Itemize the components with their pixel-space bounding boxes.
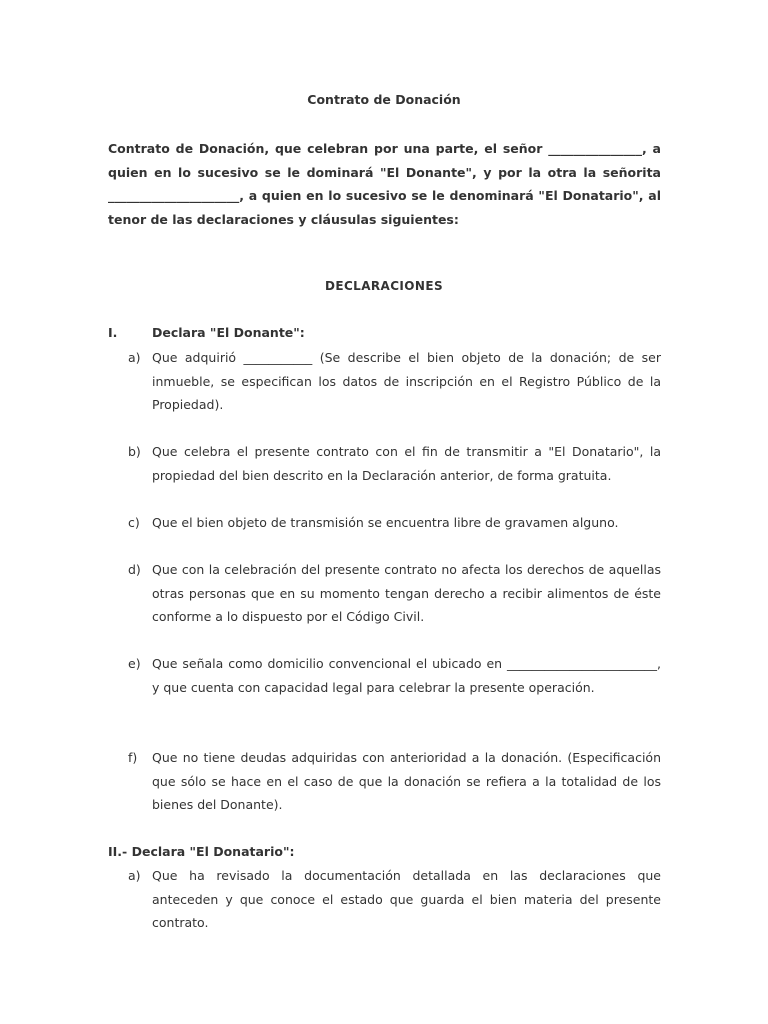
item-letter: b) — [128, 444, 141, 459]
item-text: Que celebra el presente contrato con el fin de transmitir a "El Donatario", la propiedad del bien descrito en la Declaración anterior, de forma gratuita. — [152, 444, 661, 483]
donante-declaration-f — [128, 746, 661, 817]
donante-declaration-c — [128, 511, 661, 535]
donante-declaration-e — [128, 652, 661, 699]
item-letter: c) — [128, 515, 140, 530]
item-text: Que señala como domicilio convencional el ubicado en ________________________, y que cuenta con capacidad legal para celebrar la presente operación. — [152, 656, 661, 695]
item-text: Que ha revisado la documentación detallada en las declaraciones que anteceden y que conoce el estado que guarda el bien materia del presente contrato. — [152, 868, 661, 930]
item-letter: a) — [128, 350, 141, 365]
section-II-heading: II.- Declara "El Donatario": — [108, 844, 295, 859]
donatario-declaration-a — [128, 864, 661, 935]
item-text: Que no tiene deudas adquiridas con anterioridad a la donación. (Especificación que sólo se hace en el caso de que la donación se refiera a la totalidad de los bienes del Donante). — [152, 750, 661, 812]
donante-declaration-b — [128, 440, 661, 487]
item-text: Que adquirió ___________ (Se describe el bien objeto de la donación; de ser inmueble, se especifican los datos de inscripción en el Registro Público de la Propiedad). — [152, 350, 661, 412]
item-text: Que el bien objeto de transmisión se encuentra libre de gravamen alguno. — [152, 515, 619, 530]
intro-paragraph: Contrato de Donación, que celebran por una parte, el señor _______________, a quien en lo sucesivo se le dominará "El Donante", y por la otra la señorita _____________________, a quien en lo sucesivo se le denominará "El Donatario", al tenor de las declaraciones y cláusulas siguientes: — [108, 141, 661, 227]
document-title: Contrato de Donación — [307, 92, 461, 107]
item-letter: e) — [128, 656, 141, 671]
item-letter: a) — [128, 868, 141, 883]
item-letter: f) — [128, 750, 138, 765]
declarations-heading: DECLARACIONES — [325, 279, 443, 293]
item-letter: d) — [128, 562, 141, 577]
section-I-numeral: I. — [108, 325, 118, 340]
donante-declaration-a — [128, 346, 661, 417]
donante-declaration-d — [128, 558, 661, 629]
section-I-heading: Declara "El Donante": — [152, 325, 305, 340]
item-text: Que con la celebración del presente contrato no afecta los derechos de aquellas otras personas que en su momento tengan derecho a recibir alimentos de éste conforme a lo dispuesto por el Código Civil. — [152, 562, 661, 624]
